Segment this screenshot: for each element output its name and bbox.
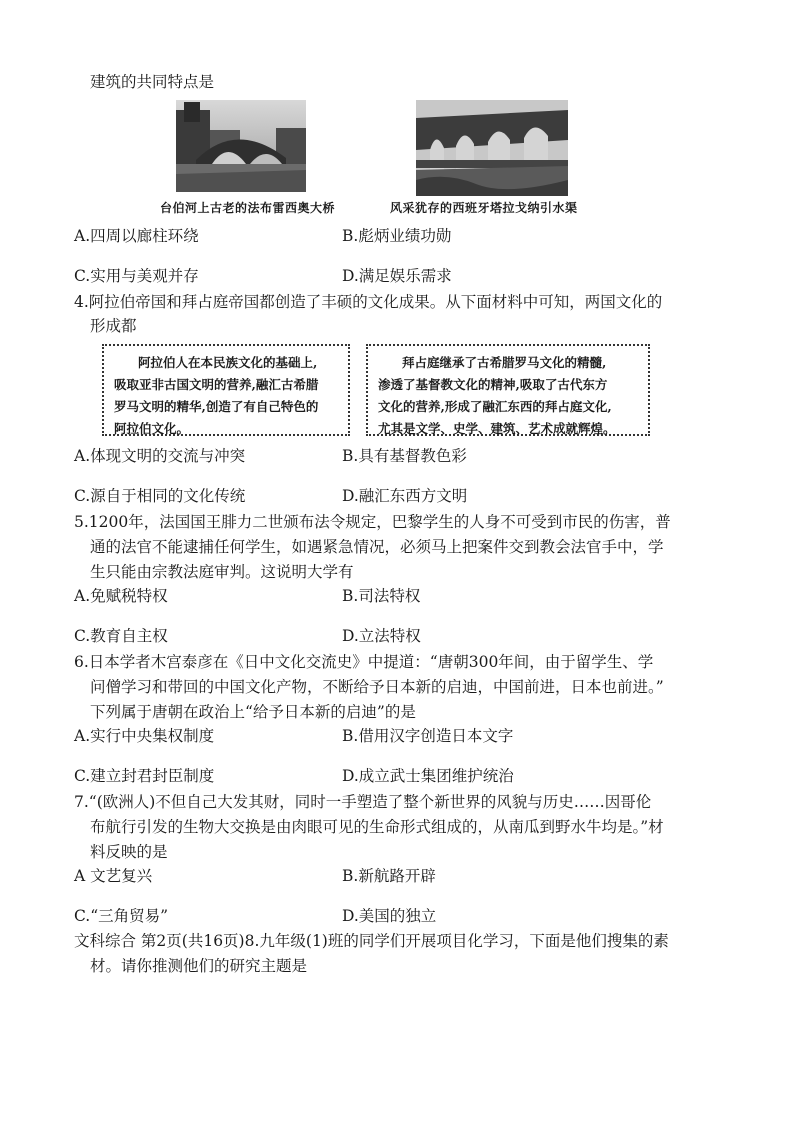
q6-option-d: D.成立武士集团维护统治 [342,767,514,785]
q8-stem-line2: 材。请你推测他们的研究主题是 [90,957,308,975]
q6-stem-line3: 下列属于唐朝在政治上“给予日本新的启迪”的是 [90,703,416,721]
q4-option-d: D.融汇东西方文明 [342,487,468,505]
q3-option-c: C.实用与美观并存 [74,267,199,285]
q5-option-d: D.立法特权 [342,627,421,645]
q4-stem-line2: 形成都 [90,317,137,335]
material-arab-line: 阿拉伯文化。 [114,421,190,436]
q5-stem-line3: 生只能由宗教法庭审判。这说明大学有 [90,563,354,581]
q5-option-a: A.免赋税特权 [74,587,168,605]
aqueduct-photo [416,100,568,196]
material-byzantine-line: 尤其是文学、史学、建筑、艺术成就辉煌。 [378,421,616,436]
q7-option-a: A 文艺复兴 [74,867,153,885]
bridge-photo [176,100,306,192]
q7-stem-line2: 布航行引发的生物大交换是由肉眼可见的生命形式组成的，从南瓜到野水牛均是。”材 [90,818,664,836]
q3-option-a: A.四周以廊柱环绕 [74,227,199,245]
footer-and-q8-line1: 文科综合 第2页(共16页)8.九年级(1)班的同学们开展项目化学习，下面是他们搜集的素 [74,932,669,950]
q7-stem-line1: 7.“(欧洲人)不但自己大发其财，同时一手塑造了整个新世界的风貌与历史……因哥伦 [74,793,652,811]
q7-option-c: C.“三角贸易” [74,907,169,925]
material-arab-line: 罗马文明的精华,创造了有自己特色的 [114,399,319,414]
q3-option-d: D.满足娱乐需求 [342,267,452,285]
material-byzantine-line: 文化的营养,形成了融汇东西的拜占庭文化, [378,399,612,414]
aqueduct-photo-caption: 风采犹存的西班牙塔拉戈纳引水渠 [390,201,578,215]
q4-material-arab [102,344,350,436]
q5-stem-line2: 通的法官不能逮捕任何学生，如遇紧急情况，必须马上把案件交到教会法官手中，学 [90,538,664,556]
q4-material-byzantine [366,344,650,436]
material-arab-line: 吸取亚非古国文明的营养,融汇古希腊 [114,377,319,392]
q4-option-a: A.体现文明的交流与冲突 [74,447,246,465]
bridge-photo-caption: 台伯河上古老的法布雷西奥大桥 [160,201,336,215]
q3-option-b: B.彪炳业绩功勋 [342,227,452,245]
q7-option-d: D.美国的独立 [342,907,437,925]
material-byzantine-line: 拜占庭继承了古希腊罗马文化的精髓, [402,355,607,370]
q6-option-c: C.建立封君封臣制度 [74,767,215,785]
q6-option-a: A.实行中央集权制度 [74,727,215,745]
q5-option-b: B.司法特权 [342,587,421,605]
q6-option-b: B.借用汉字创造日本文字 [342,727,514,745]
q7-stem-line3: 料反映的是 [90,843,168,861]
q4-stem-line1: 4.阿拉伯帝国和拜占庭帝国都创造了丰硕的文化成果。从下面材料中可知，两国文化的 [74,293,663,311]
q5-option-c: C.教育自主权 [74,627,168,645]
material-byzantine-line: 渗透了基督教文化的精神,吸取了古代东方 [378,377,608,392]
q6-stem-line1: 6.日本学者木宫泰彦在《日中文化交流史》中提道：“唐朝300年间，由于留学生、学 [74,653,654,671]
q4-option-b: B.具有基督教色彩 [342,447,467,465]
q5-stem-line1: 5.1200年，法国国王腓力二世颁布法令规定，巴黎学生的人身不可受到市民的伤害，普 [74,513,671,531]
q4-option-c: C.源自于相同的文化传统 [74,487,246,505]
material-arab-line: 阿拉伯人在本民族文化的基础上, [138,355,318,370]
q6-stem-line2: 问僧学习和带回的中国文化产物，不断给予日本新的启迪，中国前进，日本也前进。” [90,678,664,696]
q7-option-b: B.新航路开辟 [342,867,436,885]
q3-stem-tail: 建筑的共同特点是 [90,73,215,91]
